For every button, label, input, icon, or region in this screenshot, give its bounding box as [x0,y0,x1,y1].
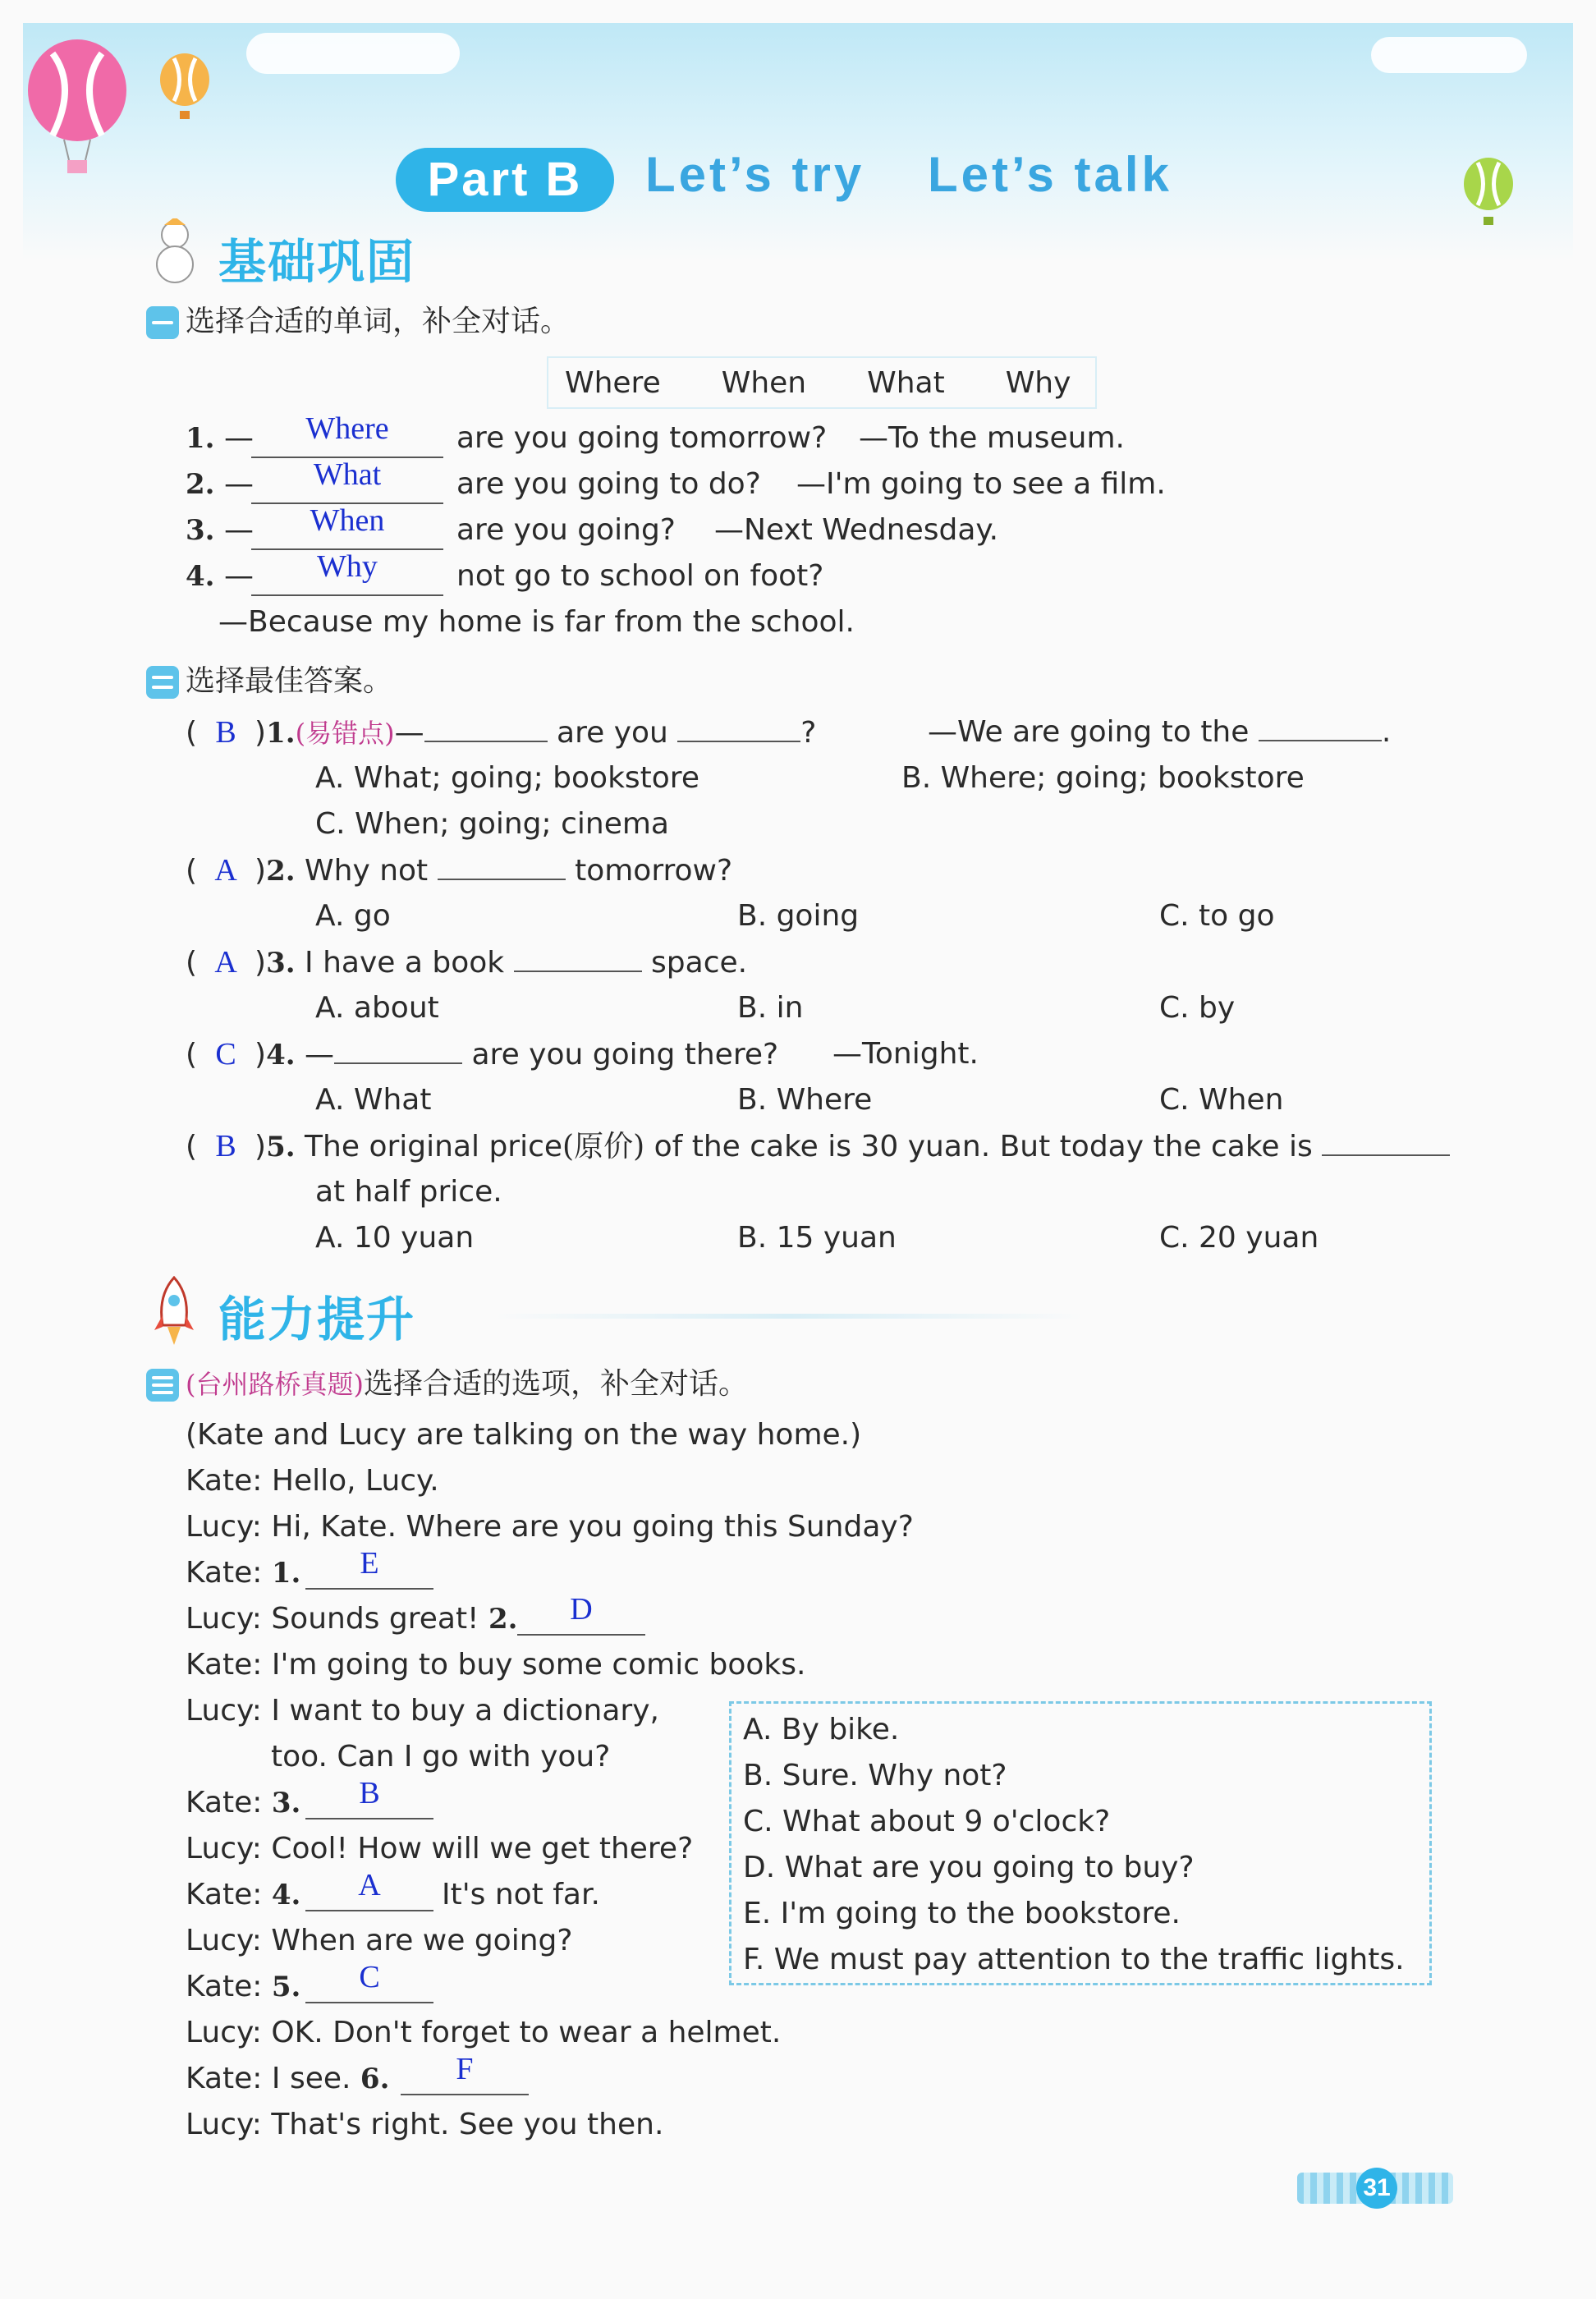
dialogue-line: Lucy: Hi, Kate. Where are you going this Sunday? [186,1510,914,1544]
banner-divider [493,1314,1084,1319]
title-lets-talk: Let’s talk [928,147,1172,202]
section-badge-3 [146,1369,179,1402]
option-c: C. to go [1159,899,1275,933]
option-item: E. I'm going to the bookstore. [743,1897,1181,1930]
filled-answer: C [359,1960,380,1994]
option-b: B. going [737,899,860,933]
word-option: When [721,365,807,400]
question-text: are you going to do? [456,467,761,501]
reply-text: —Tonight. [832,1037,979,1071]
option-b: B. Where [737,1083,873,1117]
filled-answer: What [313,457,382,492]
mc-question: ( A )2. Why not tomorrow? [186,853,733,888]
mc-question: ( A )3. I have a book space. [186,945,748,980]
section-banner-basic: 基础巩固 [218,234,416,290]
option-item: F. We must pay attention to the traffic lights. [743,1943,1405,1976]
dialogue-line: Lucy: OK. Don't forget to wear a helmet. [186,2016,782,2049]
question-continuation: at half price. [315,1175,502,1209]
option-a: A. about [315,991,439,1025]
options-box [729,1701,1432,1985]
section-badge-1 [146,306,179,339]
reply-text: —Because my home is far from the school. [218,605,855,639]
title-lets-try: Let’s try [645,147,865,202]
s1-item: 2. — [186,467,254,501]
option-c: C. by [1159,991,1236,1025]
word-option: Where [565,365,661,400]
dialogue-text: It's not far. [442,1878,600,1911]
dialogue-line: Lucy: When are we going? [186,1924,573,1957]
option-item: D. What are you going to buy? [743,1851,1195,1884]
cloud-icon [1371,37,1527,73]
reply-text: —I'm going to see a film. [796,467,1166,501]
filled-answer: When [310,503,385,538]
option-a: A. What; going; bookstore [315,761,699,795]
filled-answer: E [360,1546,379,1581]
filled-answer: Why [317,549,378,584]
section-2-instruction: 选择最佳答案。 [146,663,392,700]
dialogue-line: Kate: I'm going to buy some comic books. [186,1648,806,1682]
part-badge: Part B [396,148,614,212]
page-number: 31 [1356,2168,1397,2209]
hot-air-balloon-icon [156,53,213,127]
option-b: B. 15 yuan [737,1221,897,1255]
word-option: What [867,365,945,400]
reply-text: —Next Wednesday. [714,513,999,547]
option-a: A. 10 yuan [315,1221,475,1255]
filled-answer: A [358,1868,381,1902]
dialogue-line: Kate: 1. [186,1556,301,1590]
option-b: B. Where; going; bookstore [901,761,1305,795]
hot-air-balloon-icon [1460,156,1517,234]
section-1-instruction: 选择合适的单词，补全对话。 [146,304,570,340]
word-box [547,356,1097,409]
option-item: B. Sure. Why not? [743,1759,1007,1792]
mc-question: ( B )1.(易错点)— are you ? [186,715,817,750]
question-text: are you going tomorrow? [456,421,828,455]
mc-question: ( C )4. — are you going there? [186,1037,779,1071]
dialogue-line: Lucy: Sounds great! 2. [186,1602,518,1636]
option-c: C. 20 yuan [1159,1221,1319,1255]
s1-item: 1. — [186,421,254,455]
filled-answer: Where [305,411,389,446]
option-b: B. in [737,991,804,1025]
question-text: not go to school on foot? [456,559,824,593]
s1-item: 4. — [186,559,254,593]
snowman-icon [146,218,204,284]
s1-item: 3. — [186,513,254,547]
filled-answer: D [570,1592,593,1627]
dialogue-line: Lucy: That's right. See you then. [186,2108,664,2141]
filled-answer: B [359,1776,380,1810]
filled-answer: F [456,2052,474,2086]
dialogue-line: Lucy: I want to buy a dictionary, [186,1694,659,1728]
dialogue-line-cont: too. Can I go with you? [271,1740,611,1774]
option-a: A. What [315,1083,432,1117]
word-option: Why [1005,365,1071,400]
dialogue-line: Lucy: Cool! How will we get there? [186,1832,694,1865]
section-3-instruction: (台州路桥真题)选择合适的选项，补全对话。 [146,1366,748,1402]
dialogue-line: Kate: 3. [186,1786,301,1819]
hot-air-balloon-icon [23,37,138,177]
option-item: A. By bike. [743,1713,900,1746]
option-c: C. When; going; cinema [315,807,669,841]
question-text: are you going? [456,513,676,547]
cloud-icon [246,33,460,74]
dialogue-line: Kate: 5. [186,1970,301,2003]
dialogue-line: Kate: I see. 6. [186,2062,390,2095]
reply-text: —We are going to the . [928,715,1392,749]
section-banner-advanced: 能力提升 [218,1292,416,1347]
rocket-icon [151,1276,197,1347]
option-c: C. When [1159,1083,1284,1117]
section-badge-2 [146,666,179,699]
dialogue-line: Kate: 4. [186,1878,301,1911]
option-item: C. What about 9 o'clock? [743,1805,1111,1838]
dialogue-line: Kate: Hello, Lucy. [186,1464,439,1498]
scene-description: (Kate and Lucy are talking on the way home.) [186,1418,862,1452]
mc-question: ( B )5. The original price(原价) of the cake is 30 yuan. But today the cake is [186,1128,1450,1165]
reply-text: —To the museum. [859,421,1125,455]
option-a: A. go [315,899,391,933]
